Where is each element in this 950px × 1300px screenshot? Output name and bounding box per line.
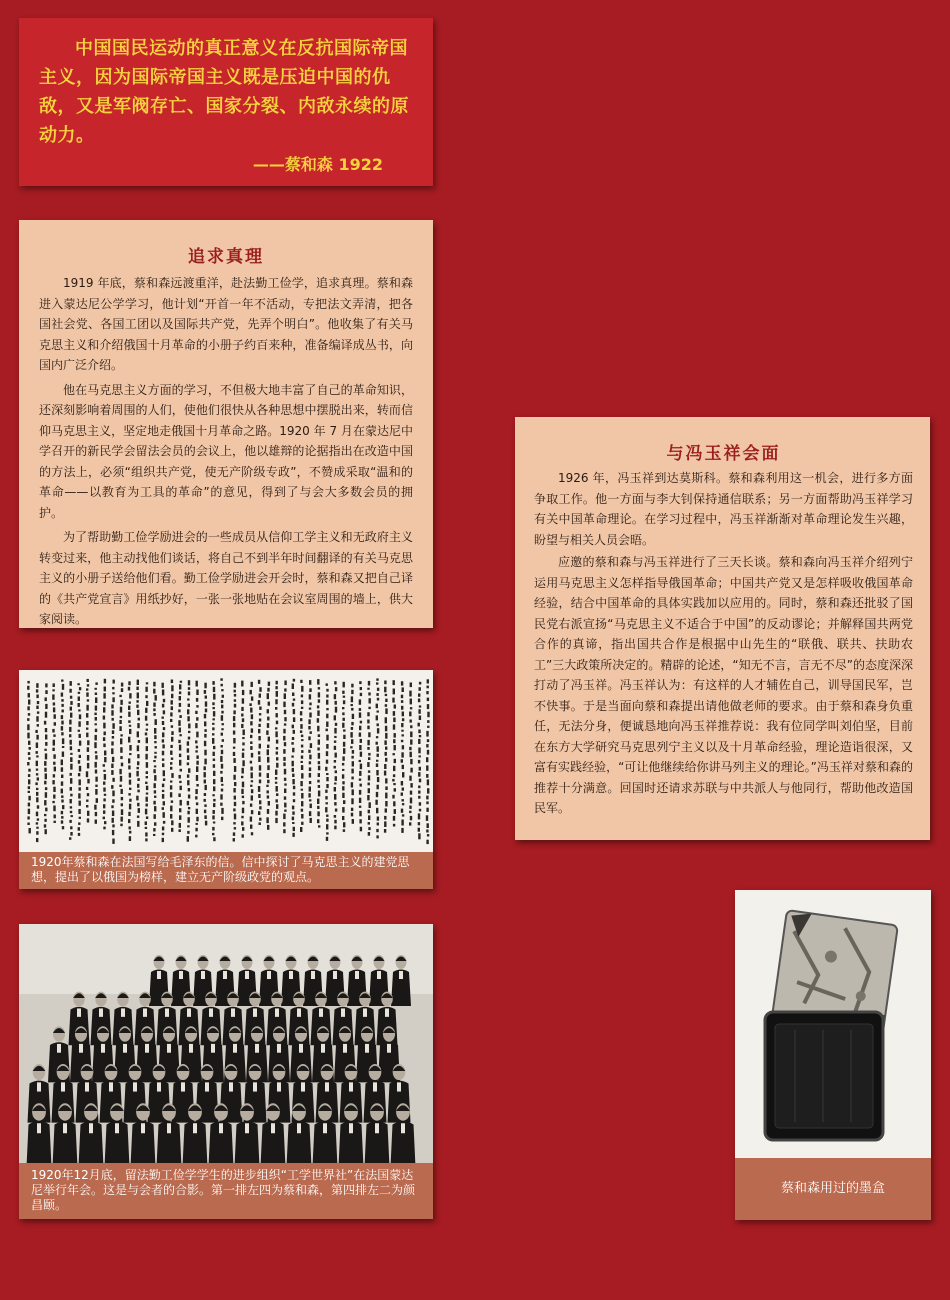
feng-paragraph-1: 1926 年，冯玉祥到达莫斯科。蔡和森利用这一机会，进行多方面争取工作。他一方面与李大钊保持通信联系；另一方面帮助冯玉祥学习有关中国革命理论。在学习过程中，冯玉祥渐渐对革命理论发生兴趣，盼望与相关人员会晤。 (534, 471, 913, 547)
group-caption: 1920年12月底，留法勤工俭学学生的进步组织“工学世界社”在法国蒙达尼举行年会。这是与会者的合影。第一排左四为蔡和森，第四排左二为颜昌颐。 (19, 1163, 433, 1219)
inkbox-image (735, 890, 931, 1158)
truth-panel (19, 220, 433, 628)
truth-paragraph-1: 1919 年底，蔡和森远渡重洋，赴法勤工俭学，追求真理。蔡和森进入蒙达尼公学学习，他计划“开首一年不活动，专把法文弄清，把各国社会党、各国工团以及国际共产党，先弄个明白”。他收集了有关马克思主义和介绍俄国十月革命的小册子约百来种，准备编译成丛书，向国内广泛介绍。 (39, 276, 413, 372)
inkbox-caption: 蔡和森用过的墨盒 (735, 1158, 931, 1220)
feng-panel (515, 417, 930, 840)
feng-paragraph-2: 应邀的蔡和森与冯玉祥进行了三天长谈。蔡和森向冯玉祥介绍列宁运用马克思主义怎样指导俄国革命；中国共产党又是怎样吸收俄国革命经验，结合中国革命的具体实践加以应用的。同时，蔡和森还批驳了国民党右派宣扬“马克思主义不适合于中国”的反动谬论；并解释国共两党合作的真谛，指出国共合作是根据中山先生的“联俄、联共、扶助农工”三大政策所决定的。精辟的论述，“知无不言，言无不尽”的态度深深打动了冯玉祥。冯玉祥认为：有这样的人才辅佐自己，训导国民军，岂不快事。于是当面向蔡和森提出请他做老师的要求。由于蔡和森身负重任，无法分身，便诚恳地向冯玉祥推荐说：我有位同学叫刘伯坚，目前在东方大学研究马克思列宁主义以及十月革命经验，理论造诣很深，又富有实践经验，“可让他继续给你讲马列主义的理论。”冯玉祥对蔡和森的推荐十分满意。回国时还请求苏联与中共派人与他同行，帮助他改造国民军。 (534, 555, 913, 815)
letter-image (19, 670, 433, 852)
group-image (19, 924, 433, 1163)
inkbox-photo (735, 890, 931, 1220)
quote-box (19, 18, 433, 186)
group-photo (19, 924, 433, 1219)
letter-photo (19, 670, 433, 889)
quote-attribution: ——蔡和森 1922 (252, 155, 383, 174)
truth-paragraph-3: 为了帮助勤工俭学励进会的一些成员从信仰工学主义和无政府主义转变过来，他主动找他们谈话，将自己不到半年时间翻译的有关马克思主义的小册子送给他们看。勤工俭学励进会开会时，蔡和森又把自己译的《共产党宣言》用纸抄好，一张一张地贴在会议室周围的墙上，供大家阅读。 (39, 530, 413, 626)
feng-panel-title: 与冯玉祥会面 (666, 444, 781, 464)
truth-panel-title: 追求真理 (188, 247, 264, 267)
inkbox-base (765, 1012, 883, 1140)
letter-caption: 1920年蔡和森在法国写给毛泽东的信。信中探讨了马克思主义的建党思想，提出了以俄国为榜样，建立无产阶级政党的观点。 (19, 852, 433, 889)
quote-text: 中国国民运动的真正意义在反抗国际帝国主义，因为国际帝国主义既是压迫中国的仇敌，又是军阀存亡、国家分裂、内敌永续的原动力。 (39, 38, 409, 146)
truth-paragraph-2: 他在马克思主义方面的学习，不但极大地丰富了自己的革命知识，还深刻影响着周围的人们，使他们很快从各种思想中摆脱出来，转而信仰马克思主义，坚定地走俄国十月革命之路。1920 年 7 月在蒙达尼中学召开的新民学会留法会员的会议上，他以雄辩的论据指出在改造中国的方法上，必须“组织共产党，使无产阶级专政”，不赞成采取“温和的革命——以教育为工具的革命”的意见，得到了与会大多数会员的拥护。 (39, 382, 413, 520)
